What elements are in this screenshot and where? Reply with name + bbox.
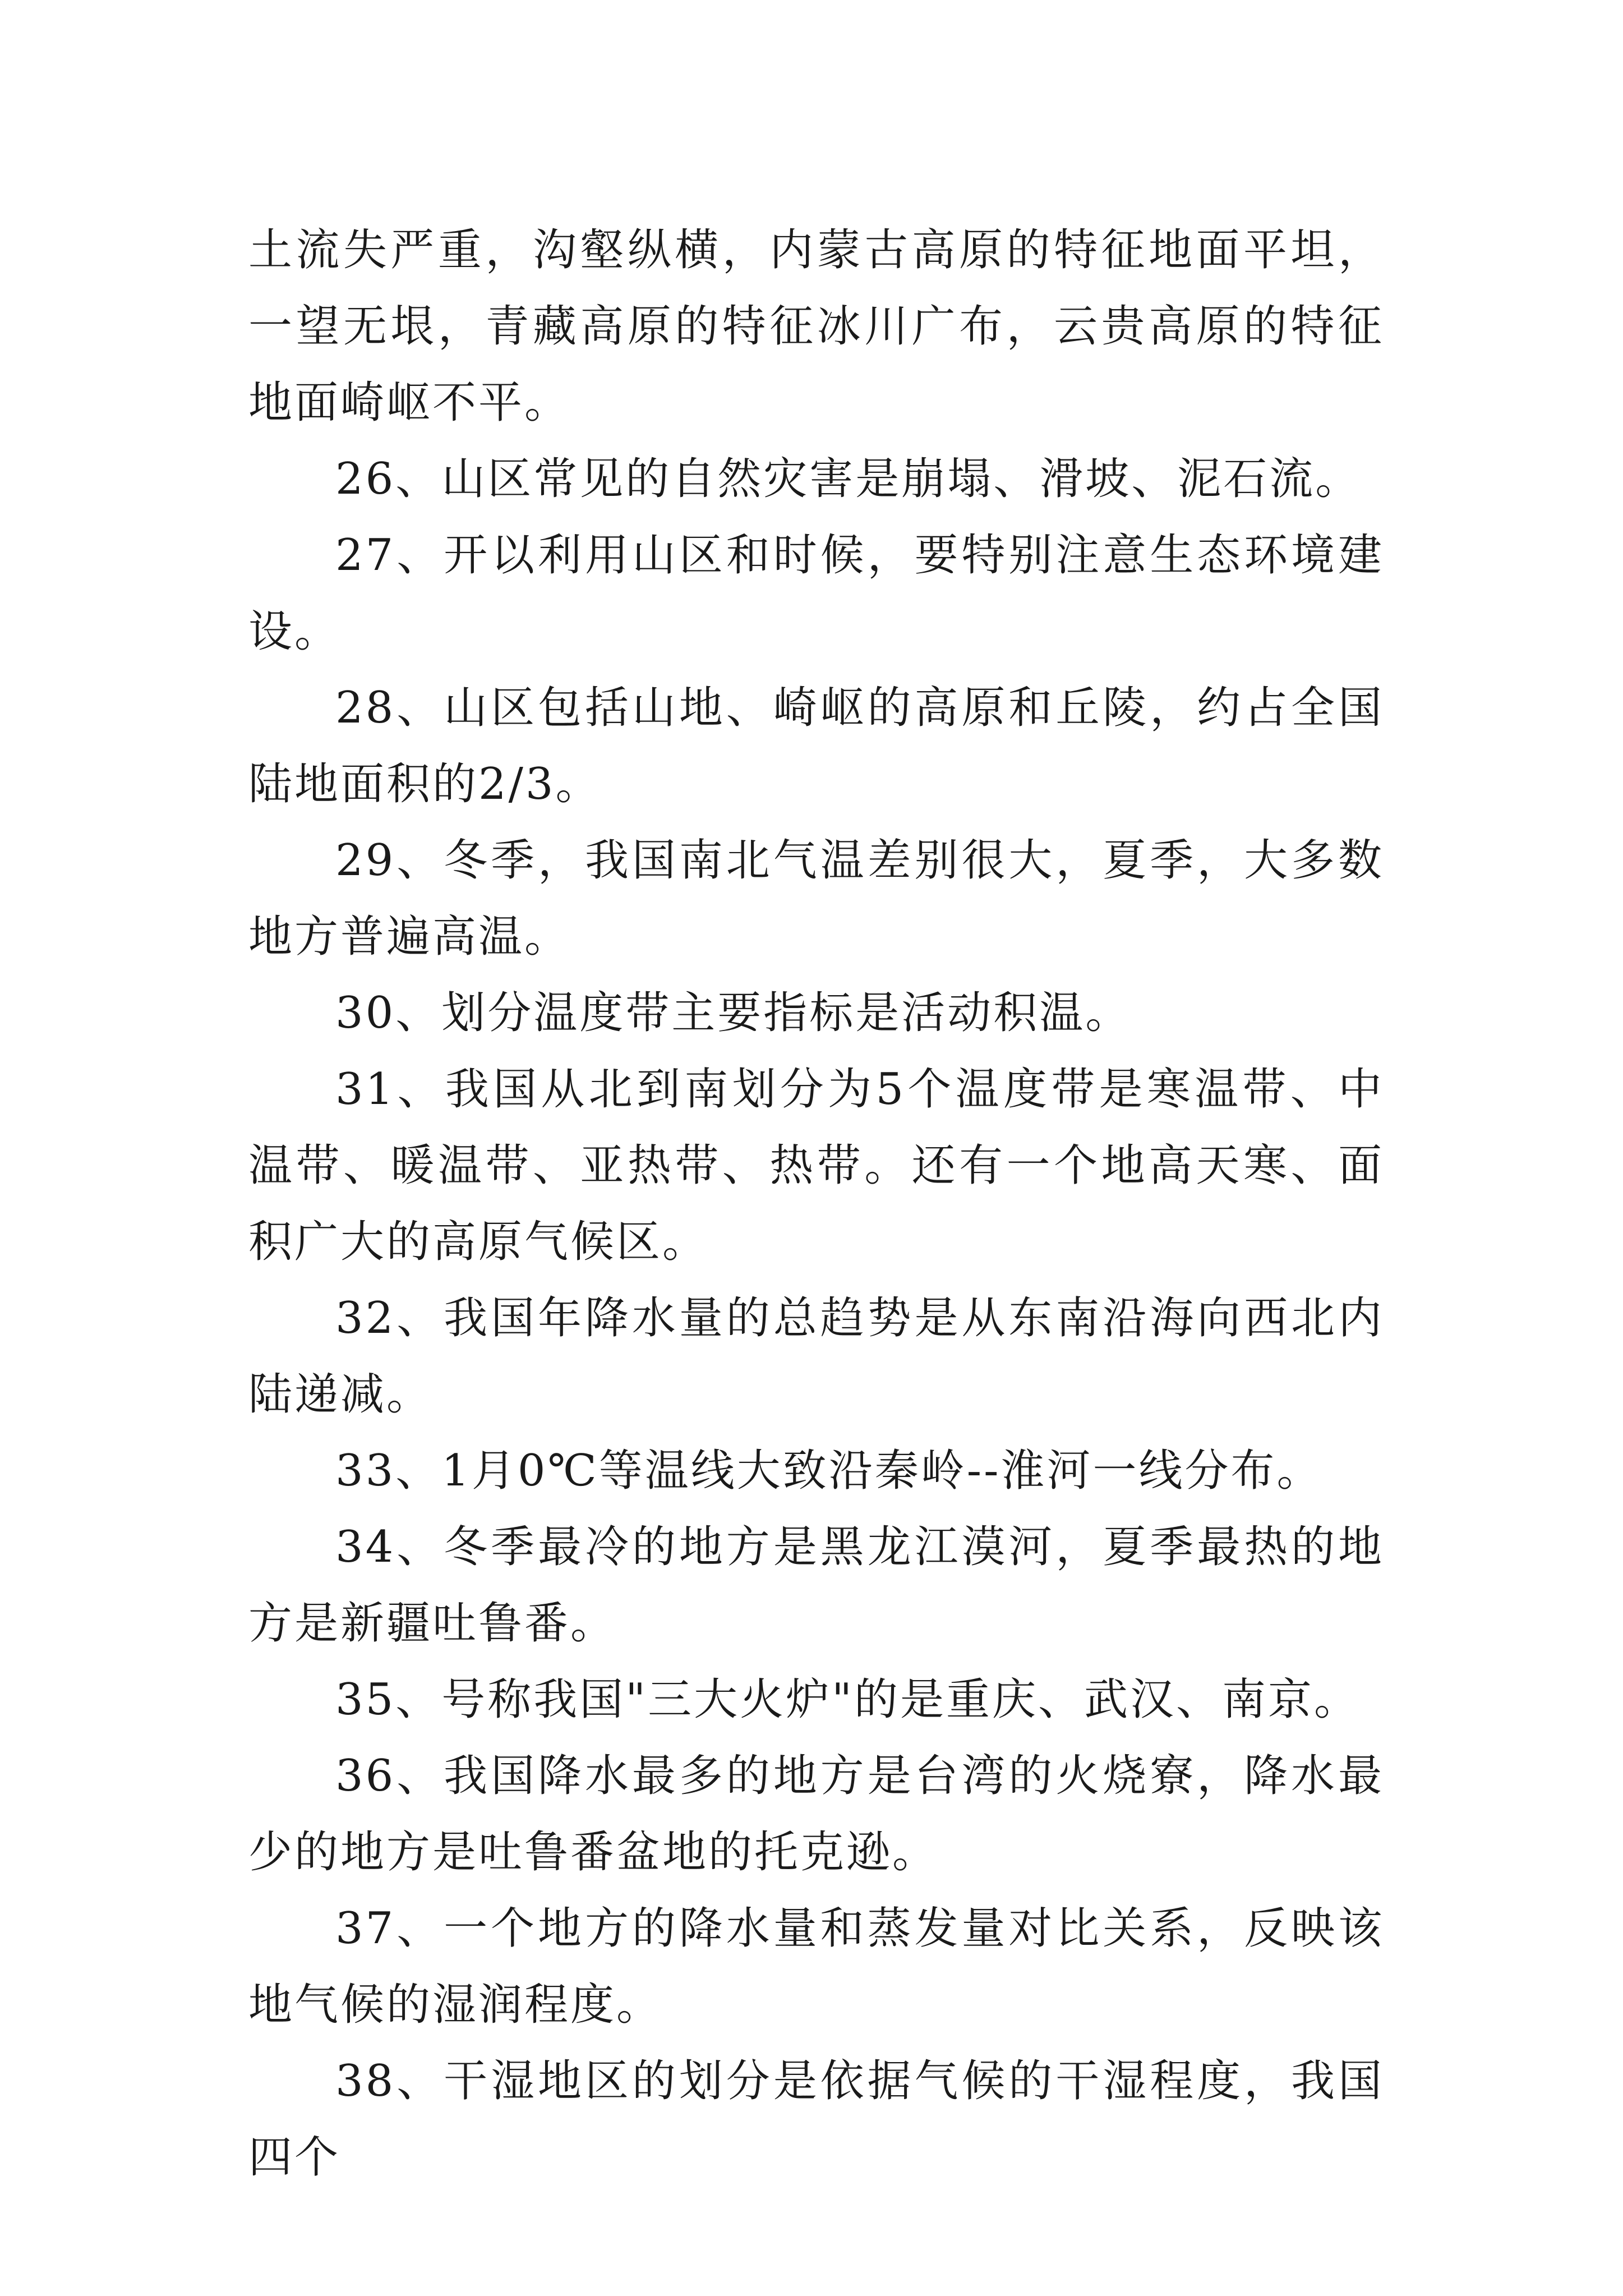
paragraph-35: 35、号称我国"三大火炉"的是重庆、武汉、南京。 [335, 1674, 1361, 1725]
paragraph-38: 38、干湿地区的划分是依据气候的干湿程度，我国四个 [248, 2056, 1384, 2183]
paragraph-37: 37、一个地方的降水量和蒸发量对比关系，反映该地气候的湿润程度。 [248, 1903, 1384, 2030]
body-text [248, 212, 1384, 2196]
paragraph-27: 27、开以利用山区和时候，要特别注意生态环境建设。 [248, 530, 1384, 657]
paragraph-34: 34、冬季最冷的地方是黑龙江漠河，夏季最热的地方是新疆吐鲁番。 [248, 1522, 1384, 1649]
paragraph-36: 36、我国降水最多的地方是台湾的火烧寮，降水最少的地方是吐鲁番盆地的托克逊。 [248, 1751, 1384, 1878]
paragraph-30: 30、划分温度带主要指标是活动积温。 [335, 988, 1132, 1038]
paragraph-32: 32、我国年降水量的总趋势是从东南沿海向西北内陆递减。 [248, 1293, 1384, 1420]
paragraph-28: 28、山区包括山地、崎岖的高原和丘陵，约占全国陆地面积的2/3。 [248, 683, 1384, 809]
paragraph-31: 31、我国从北到南划分为5个温度带是寒温带、中温带、暖温带、亚热带、热带。还有一个地高天寒、面积广大的高原气候区。 [248, 1064, 1384, 1267]
paragraph-33: 33、1月0℃等温线大致沿秦岭--淮河一线分布。 [335, 1446, 1323, 1496]
paragraph-continuation: 土流失严重，沟壑纵横，内蒙古高原的特征地面平坦，一望无垠，青藏高原的特征冰川广布，云贵高原的特征地面崎岖不平。 [248, 225, 1384, 428]
paragraph-29: 29、冬季，我国南北气温差别很大，夏季，大多数地方普遍高温。 [248, 835, 1384, 962]
paragraph-26: 26、山区常见的自然灾害是崩塌、滑坡、泥石流。 [335, 454, 1362, 504]
